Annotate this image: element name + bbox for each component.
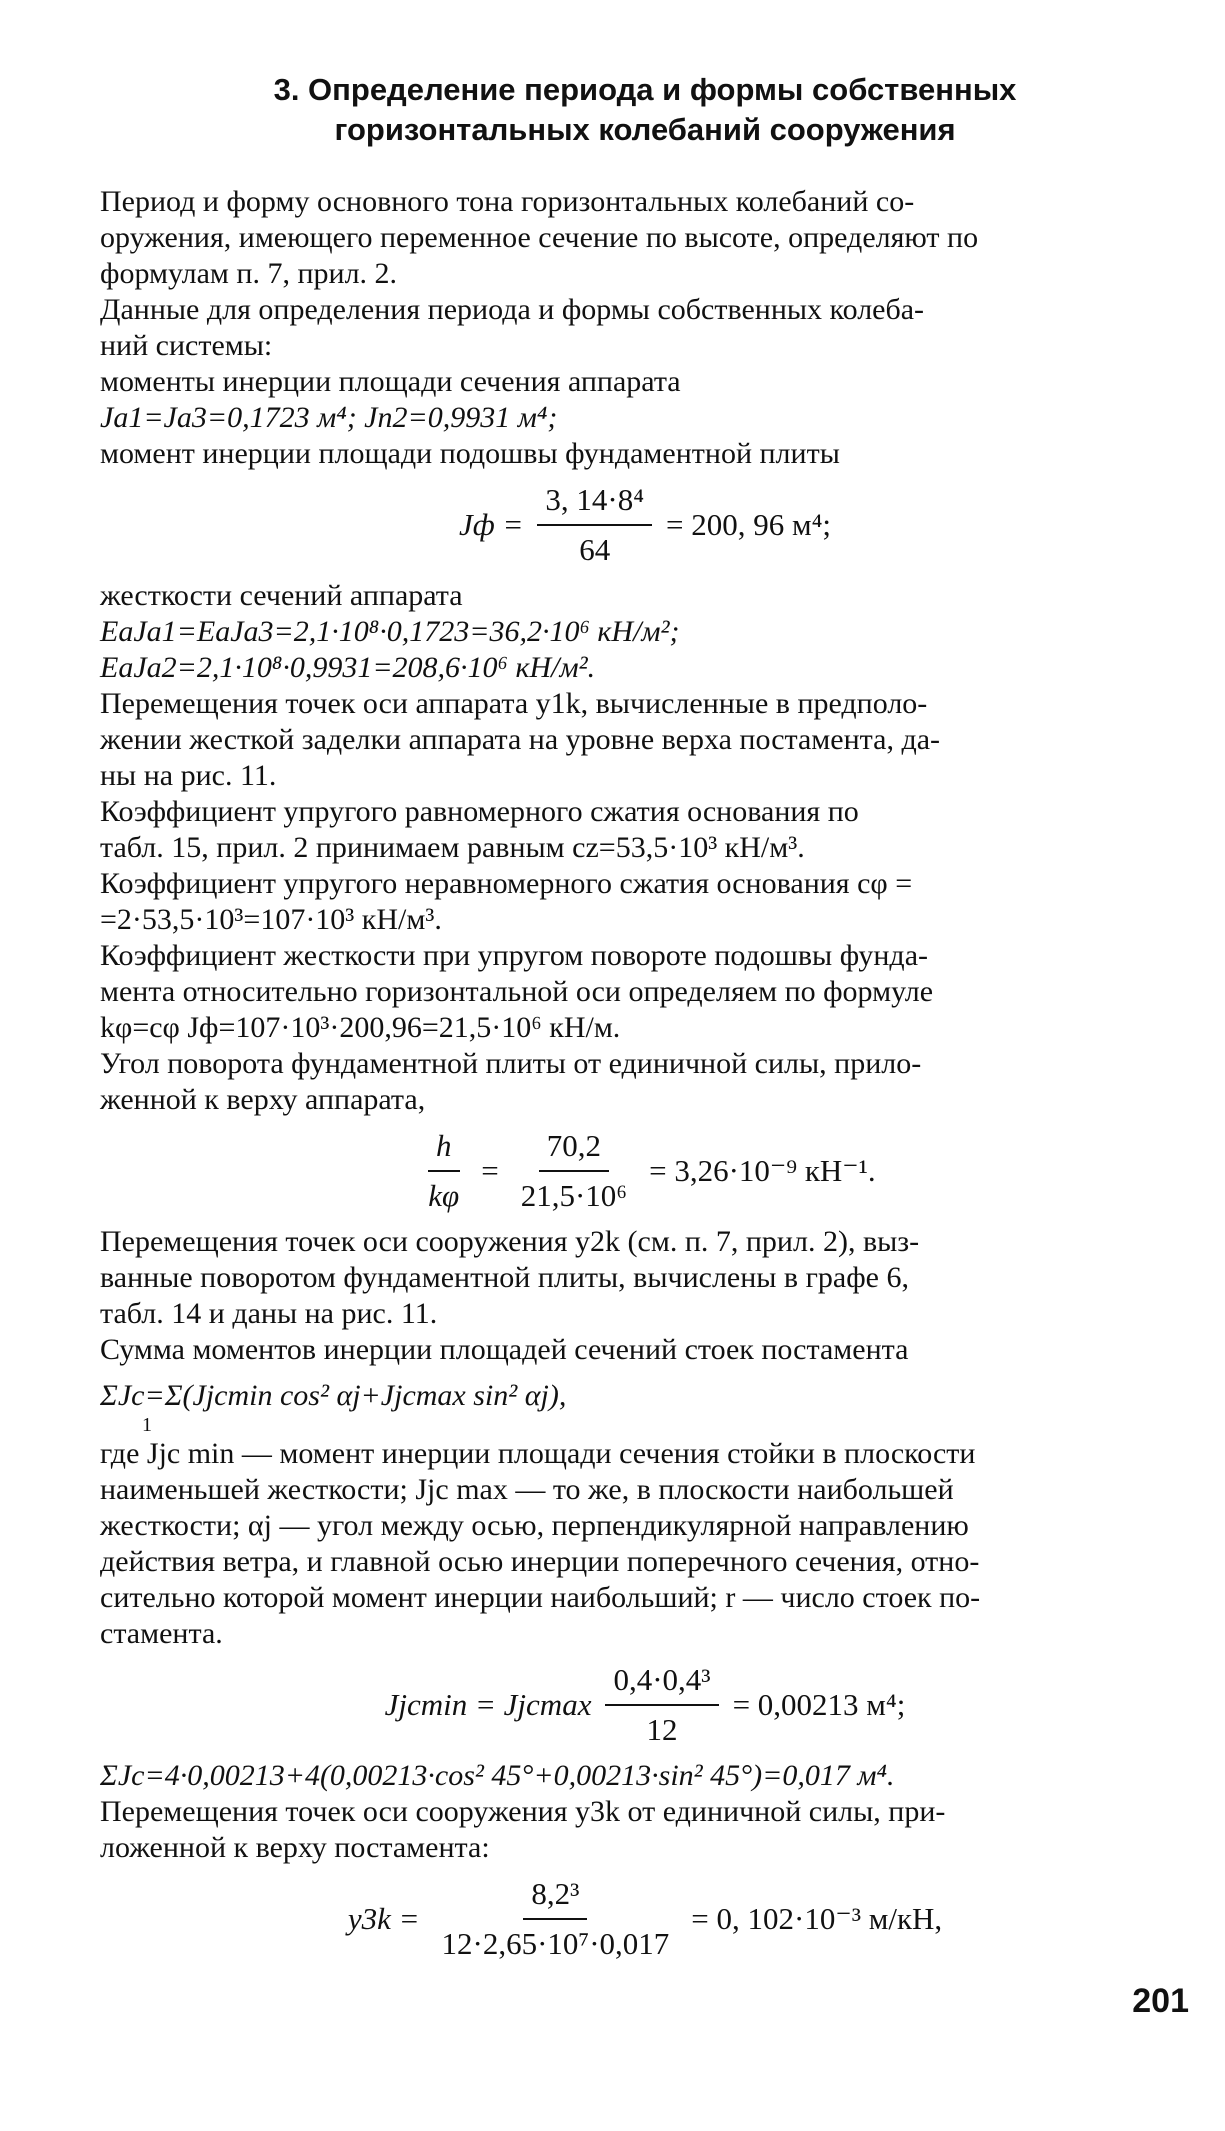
- text-line: EаJа1=EаJа3=2,1·10⁸·0,1723=36,2·10⁶ кН/м²;: [100, 615, 680, 648]
- text-line: ложенной к верху постамента:: [100, 1831, 490, 1864]
- page-body: [100, 70, 1190, 1972]
- sum-index: 1: [142, 1414, 152, 1436]
- text-line: жесткости сечений аппарата: [100, 579, 463, 612]
- text-line: момент инерции площади подошвы фундаментной плиты: [100, 437, 840, 470]
- equation-lhs: y3k =: [347, 1901, 420, 1936]
- text-line: Перемещения точек оси аппарата y1k, вычисленные в предполо-: [100, 687, 928, 720]
- text-line: EаJа2=2,1·10⁸·0,9931=208,6·10⁶ кН/м².: [100, 651, 596, 684]
- text-line: Сумма моментов инерции площадей сечений стоек постамента: [100, 1333, 909, 1366]
- text-block-4: [100, 1758, 1190, 1866]
- heading-line-1: 3. Определение периода и формы собственных: [273, 72, 1017, 107]
- text-line: ΣJc=Σ(Jjcmin cos² αj+Jjcmax sin² αj),: [100, 1379, 567, 1412]
- equation-rotation-angle: [100, 1126, 1190, 1216]
- equation-lhs: Jjcmin = Jjcmax: [384, 1687, 592, 1722]
- heading-line-2: горизонтальных колебаний сооружения: [334, 112, 956, 147]
- equation-rhs: = 200, 96 м⁴;: [666, 507, 832, 542]
- page-number: 201: [1132, 1982, 1189, 2020]
- text-line: формулам п. 7, прил. 2.: [100, 257, 398, 290]
- text-line: наименьшей жесткости; Jjc max — то же, в плоскости наибольшей: [100, 1473, 954, 1506]
- equation-foundation-inertia: [100, 480, 1190, 570]
- text-line: табл. 14 и даны на рис. 11.: [100, 1297, 438, 1330]
- equation-rhs: = 3,26·10⁻⁹ кН⁻¹.: [649, 1153, 876, 1188]
- text-line: Перемещения точек оси сооружения y2k (см. п. 7, прил. 2), выз-: [100, 1225, 920, 1258]
- text-line: стамента.: [100, 1617, 223, 1650]
- equation-displacement: [100, 1874, 1190, 1964]
- text-line: табл. 15, прил. 2 принимаем равным cz=53,5·10³ кН/м³.: [100, 831, 805, 864]
- text-line: =2·53,5·10³=107·10³ кН/м³.: [100, 903, 442, 936]
- fraction-numerator: 8,2³: [523, 1874, 587, 1920]
- equation-rhs: = 0,00213 м⁴;: [732, 1687, 906, 1722]
- text-line: ны на рис. 11.: [100, 759, 277, 792]
- text-line: мента относительно горизонтальной оси определяем по формуле: [100, 975, 934, 1008]
- fraction-numerator: h: [428, 1126, 460, 1172]
- equation-rhs: = 0, 102·10⁻³ м/кН,: [691, 1901, 943, 1936]
- equation-column-inertia: [100, 1660, 1190, 1750]
- equation-equals: =: [481, 1153, 499, 1188]
- fraction: [434, 1874, 678, 1964]
- text-line: ний системы:: [100, 329, 273, 362]
- text-line: ванные поворотом фундаментной плиты, вычислены в графе 6,: [100, 1261, 909, 1294]
- fraction-denominator: 12: [646, 1712, 678, 1747]
- fraction-denominator: kφ: [428, 1178, 460, 1213]
- text-line: Угол поворота фундаментной плиты от единичной силы, прило-: [100, 1047, 922, 1080]
- fraction-denominator: 12·2,65·10⁷·0,017: [441, 1926, 670, 1961]
- text-block-2: [100, 578, 1190, 1118]
- text-line: Коэффициент упругого неравномерного сжатия основания cφ =: [100, 867, 913, 900]
- fraction-numerator: 3, 14·8⁴: [537, 480, 652, 526]
- text-line: ΣJc=4·0,00213+4(0,00213·cos² 45°+0,00213·sin² 45°)=0,017 м⁴.: [100, 1759, 895, 1792]
- fraction: [420, 1126, 467, 1216]
- text-line: где Jjc min — момент инерции площади сечения стойки в плоскости: [100, 1437, 976, 1470]
- text-line: моменты инерции площади сечения аппарата: [100, 365, 681, 398]
- fraction: [537, 480, 652, 570]
- equation-lhs: Jф =: [458, 507, 524, 542]
- text-line: kφ=cφ Jф=107·10³·200,96=21,5·10⁶ кН/м.: [100, 1011, 621, 1044]
- fraction-numerator: 70,2: [539, 1126, 609, 1172]
- fraction-numerator: 0,4·0,4³: [605, 1660, 718, 1706]
- text-line: сительно которой момент инерции наибольший; r — число стоек по-: [100, 1581, 981, 1614]
- text-block-1: [100, 184, 1190, 472]
- text-line: жесткости; αj — угол между осью, перпендикулярной направлению: [100, 1509, 969, 1542]
- fraction: [513, 1126, 635, 1216]
- text-line: Период и форму основного тона горизонтальных колебаний со-: [100, 185, 915, 218]
- text-line: жении жесткой заделки аппарата на уровне верха постамента, да-: [100, 723, 941, 756]
- text-block-3: [100, 1224, 1190, 1652]
- fraction-denominator: 64: [579, 532, 611, 567]
- section-heading: [100, 70, 1190, 150]
- text-line: Коэффициент жесткости при упругом повороте подошвы фунда-: [100, 939, 929, 972]
- text-line: Данные для определения периода и формы собственных колеба-: [100, 293, 925, 326]
- text-line: Jа1=Jа3=0,1723 м⁴; Jп2=0,9931 м⁴;: [100, 401, 558, 434]
- text-line: действия ветра, и главной осью инерции поперечного сечения, отно-: [100, 1545, 980, 1578]
- text-line: оружения, имеющего переменное сечение по высоте, определяют по: [100, 221, 979, 254]
- text-line: Перемещения точек оси сооружения y3k от единичной силы, при-: [100, 1795, 946, 1828]
- fraction: [605, 1660, 718, 1750]
- text-line: женной к верху аппарата,: [100, 1083, 426, 1116]
- fraction-denominator: 21,5·10⁶: [520, 1178, 628, 1213]
- text-line: Коэффициент упругого равномерного сжатия основания по: [100, 795, 859, 828]
